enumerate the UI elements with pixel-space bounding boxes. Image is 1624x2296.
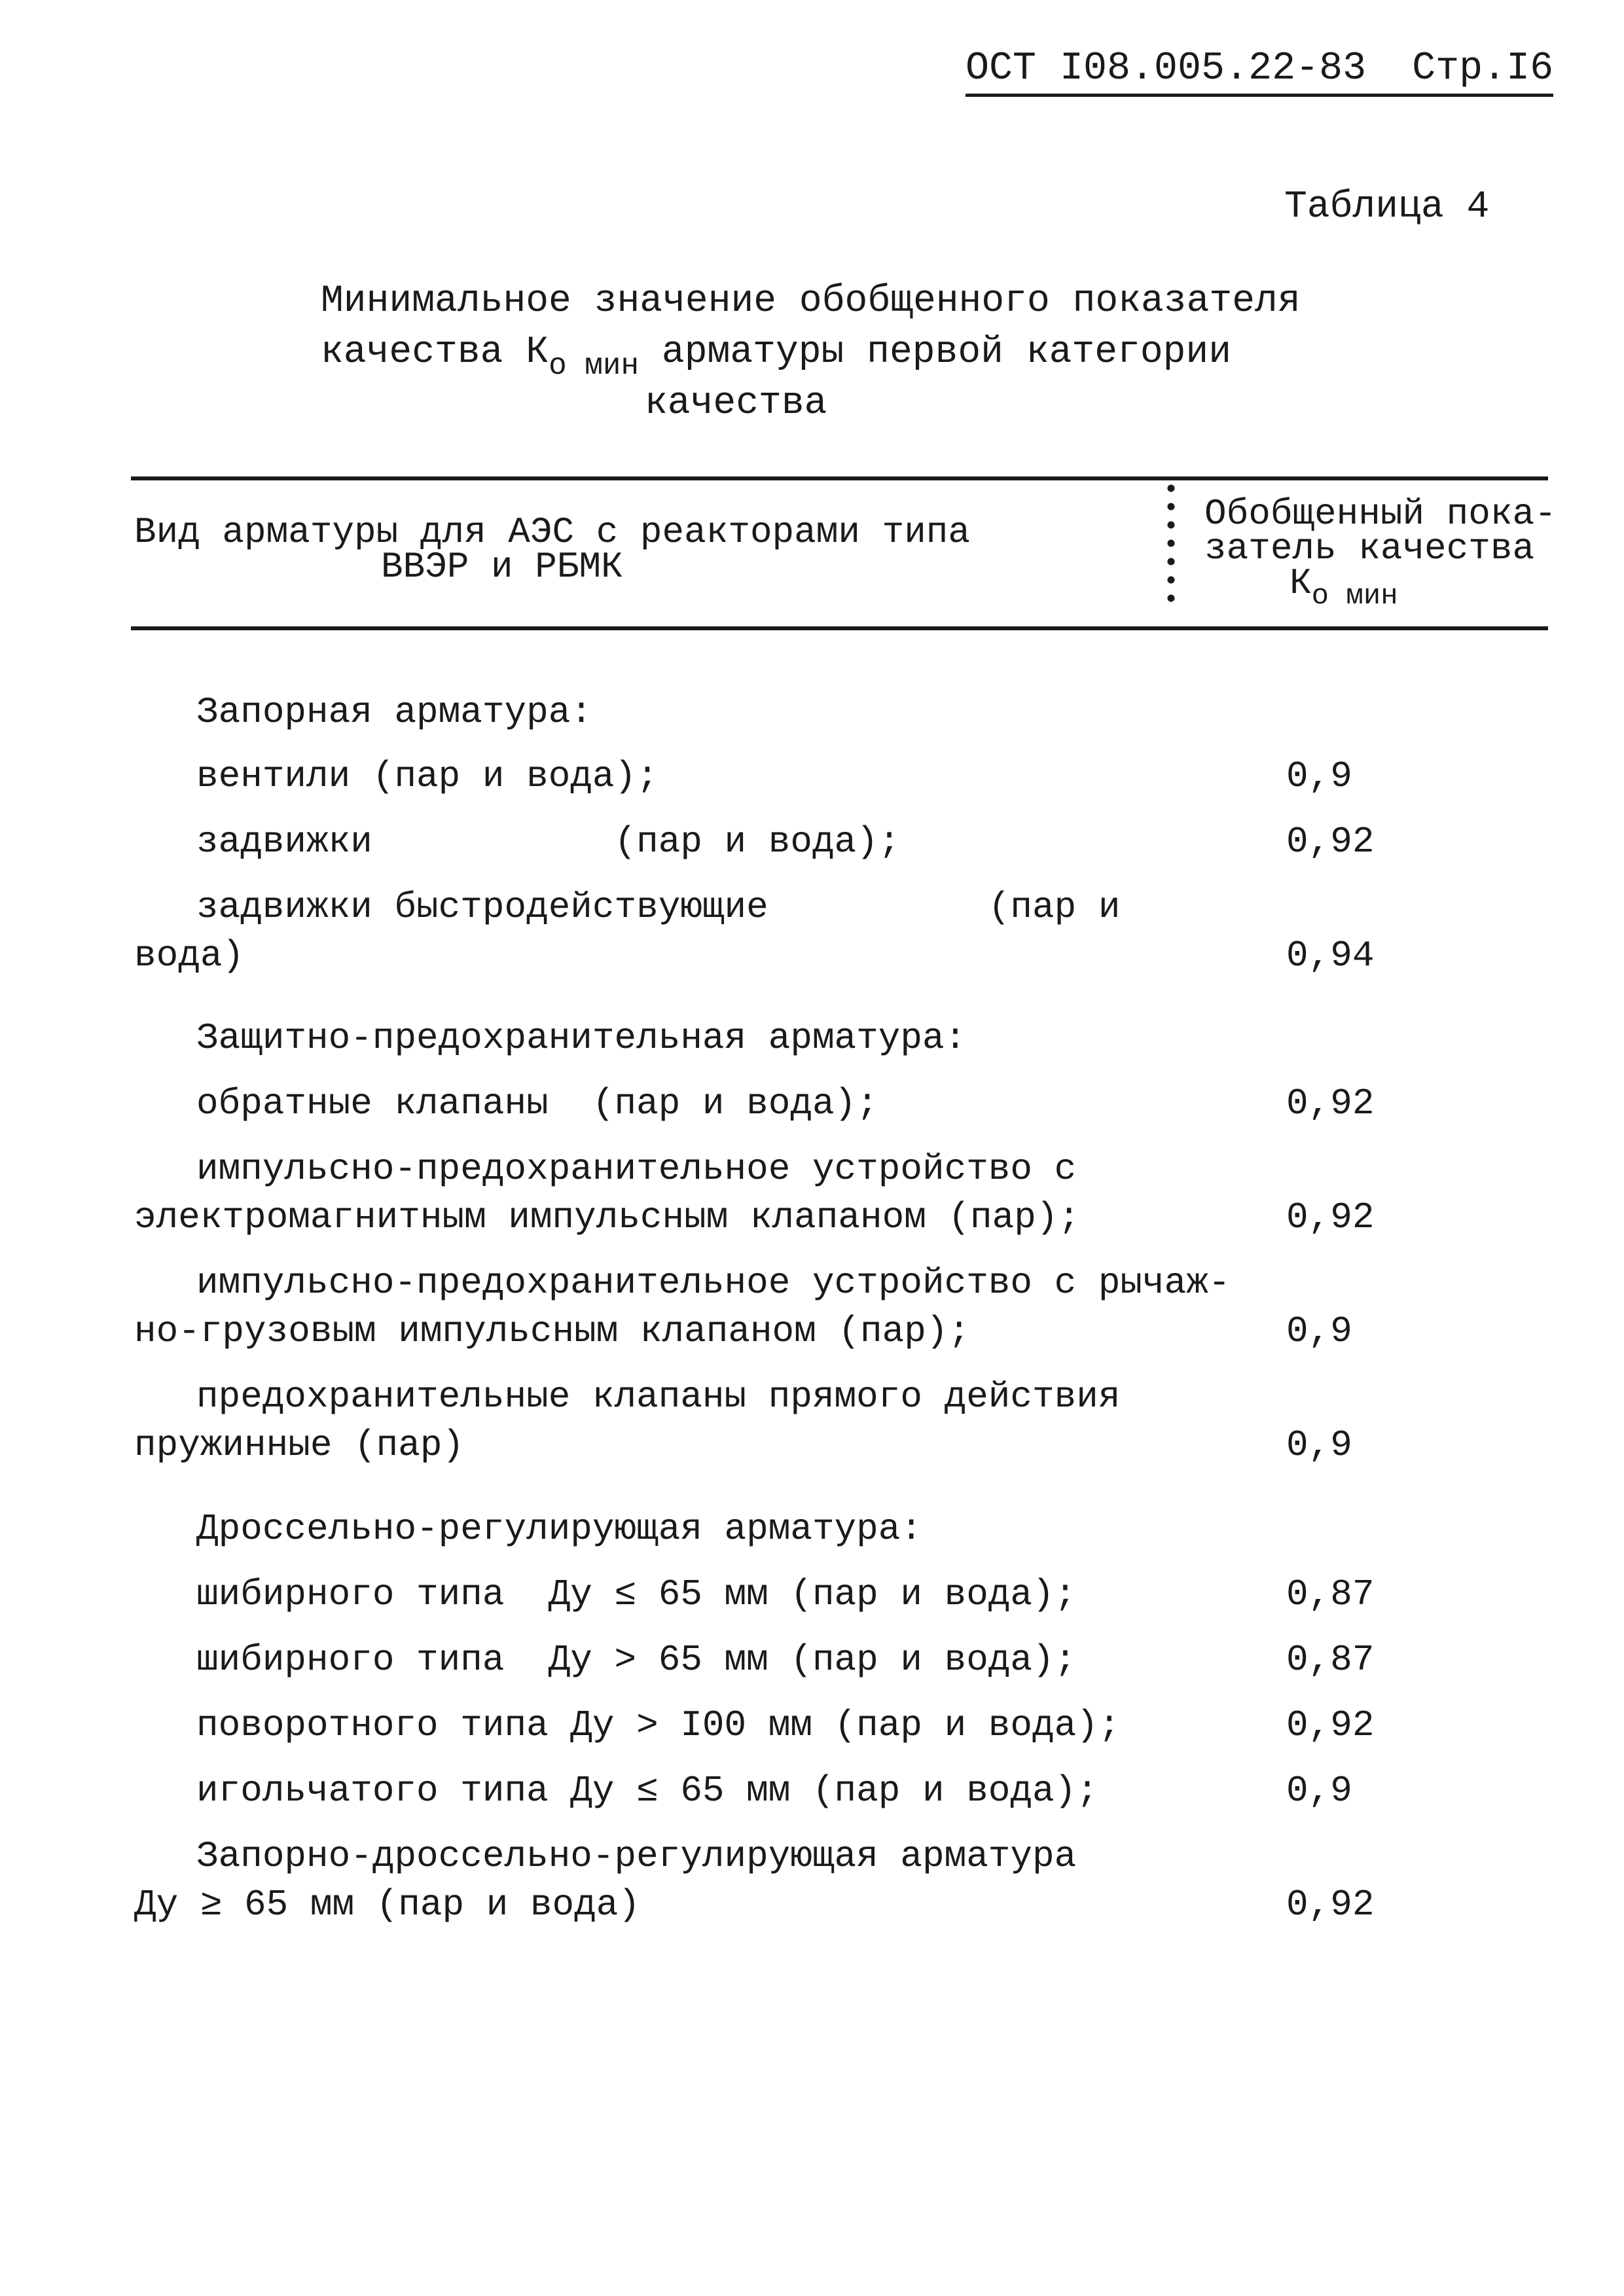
title-subscript: о мин — [549, 349, 640, 383]
column-header-subscript: о мин — [1311, 580, 1398, 613]
table-row-continuation: но-грузовым импульсным клапаном (пар); — [134, 1310, 971, 1352]
column-header-index-line-3 — [1290, 562, 1398, 613]
table-row: Запорно-дроссельно-регулирующая арматура — [196, 1835, 1077, 1877]
title-line-1: Минимальное значение обобщенного показателя — [321, 280, 1301, 323]
column-header-type-line-1: Вид арматуры для АЭС с реакторами типа — [134, 511, 971, 553]
table-row: поворотного типа Ду > I00 мм (пар и вода); — [196, 1704, 1121, 1746]
title-line-3: качества — [645, 382, 827, 425]
title-line-2 — [321, 331, 1232, 383]
row-value: 0,9 — [1286, 1310, 1352, 1352]
row-value: 0,87 — [1286, 1573, 1375, 1615]
row-value: 0,9 — [1286, 1424, 1352, 1466]
document-header — [965, 46, 1554, 97]
table-row: предохранительные клапаны прямого действия — [196, 1376, 1121, 1418]
table-label: Таблица 4 — [1284, 186, 1490, 228]
column-header-type-line-2: ВВЭР и РБМК — [381, 546, 623, 588]
table-row-continuation: пружинные (пар) — [134, 1424, 465, 1466]
row-value: 0,92 — [1286, 1196, 1375, 1238]
table-row: шибирного типа Ду > 65 мм (пар и вода); — [196, 1639, 1077, 1681]
table-row-continuation: Ду ≥ 65 мм (пар и вода) — [134, 1884, 640, 1926]
section-heading: Защитно-предохранительная арматура: — [196, 1017, 967, 1059]
table-row-continuation: электромагнитным импульсным клапаном (пар); — [134, 1196, 1081, 1238]
table-row: импульсно-предохранительное устройство с рычаж- — [196, 1262, 1231, 1304]
table-row-continuation: вода) — [134, 935, 245, 977]
table-row: шибирного типа Ду ≤ 65 мм (пар и вода); — [196, 1573, 1077, 1615]
row-value: 0,92 — [1286, 821, 1375, 863]
page-number: Стр.I6 — [1412, 46, 1554, 91]
column-header-index-line-1: Обобщенный пока- — [1204, 493, 1557, 535]
section-heading: Дроссельно-регулирующая арматура: — [196, 1508, 922, 1550]
doc-number: ОСТ I08.005.22-83 — [965, 46, 1367, 91]
table-row: игольчатого типа Ду ≤ 65 мм (пар и вода); — [196, 1770, 1098, 1812]
table-header-rule — [131, 626, 1548, 630]
table-row: задвижки быстродействующие (пар и — [196, 886, 1121, 928]
row-value: 0,9 — [1286, 1770, 1352, 1812]
table-row: импульсно-предохранительное устройство с — [196, 1148, 1077, 1190]
row-value: 0,94 — [1286, 935, 1375, 977]
row-value: 0,92 — [1286, 1083, 1375, 1124]
table-row: задвижки (пар и вода); — [196, 821, 901, 863]
row-value: 0,9 — [1286, 755, 1352, 797]
section-heading: Запорная арматура: — [196, 691, 592, 733]
row-value: 0,87 — [1286, 1639, 1375, 1681]
column-divider — [1167, 479, 1175, 607]
column-header-k: К — [1290, 562, 1312, 604]
row-value: 0,92 — [1286, 1704, 1375, 1746]
title-line-2-end: арматуры первой категории — [639, 331, 1232, 374]
column-header-index-line-2: затель качества — [1204, 528, 1535, 569]
table-row: обратные клапаны (пар и вода); — [196, 1083, 878, 1124]
row-value: 0,92 — [1286, 1884, 1375, 1926]
title-line-2-start: качества К — [321, 331, 549, 374]
table-top-rule — [131, 476, 1548, 480]
table-row: вентили (пар и вода); — [196, 755, 659, 797]
